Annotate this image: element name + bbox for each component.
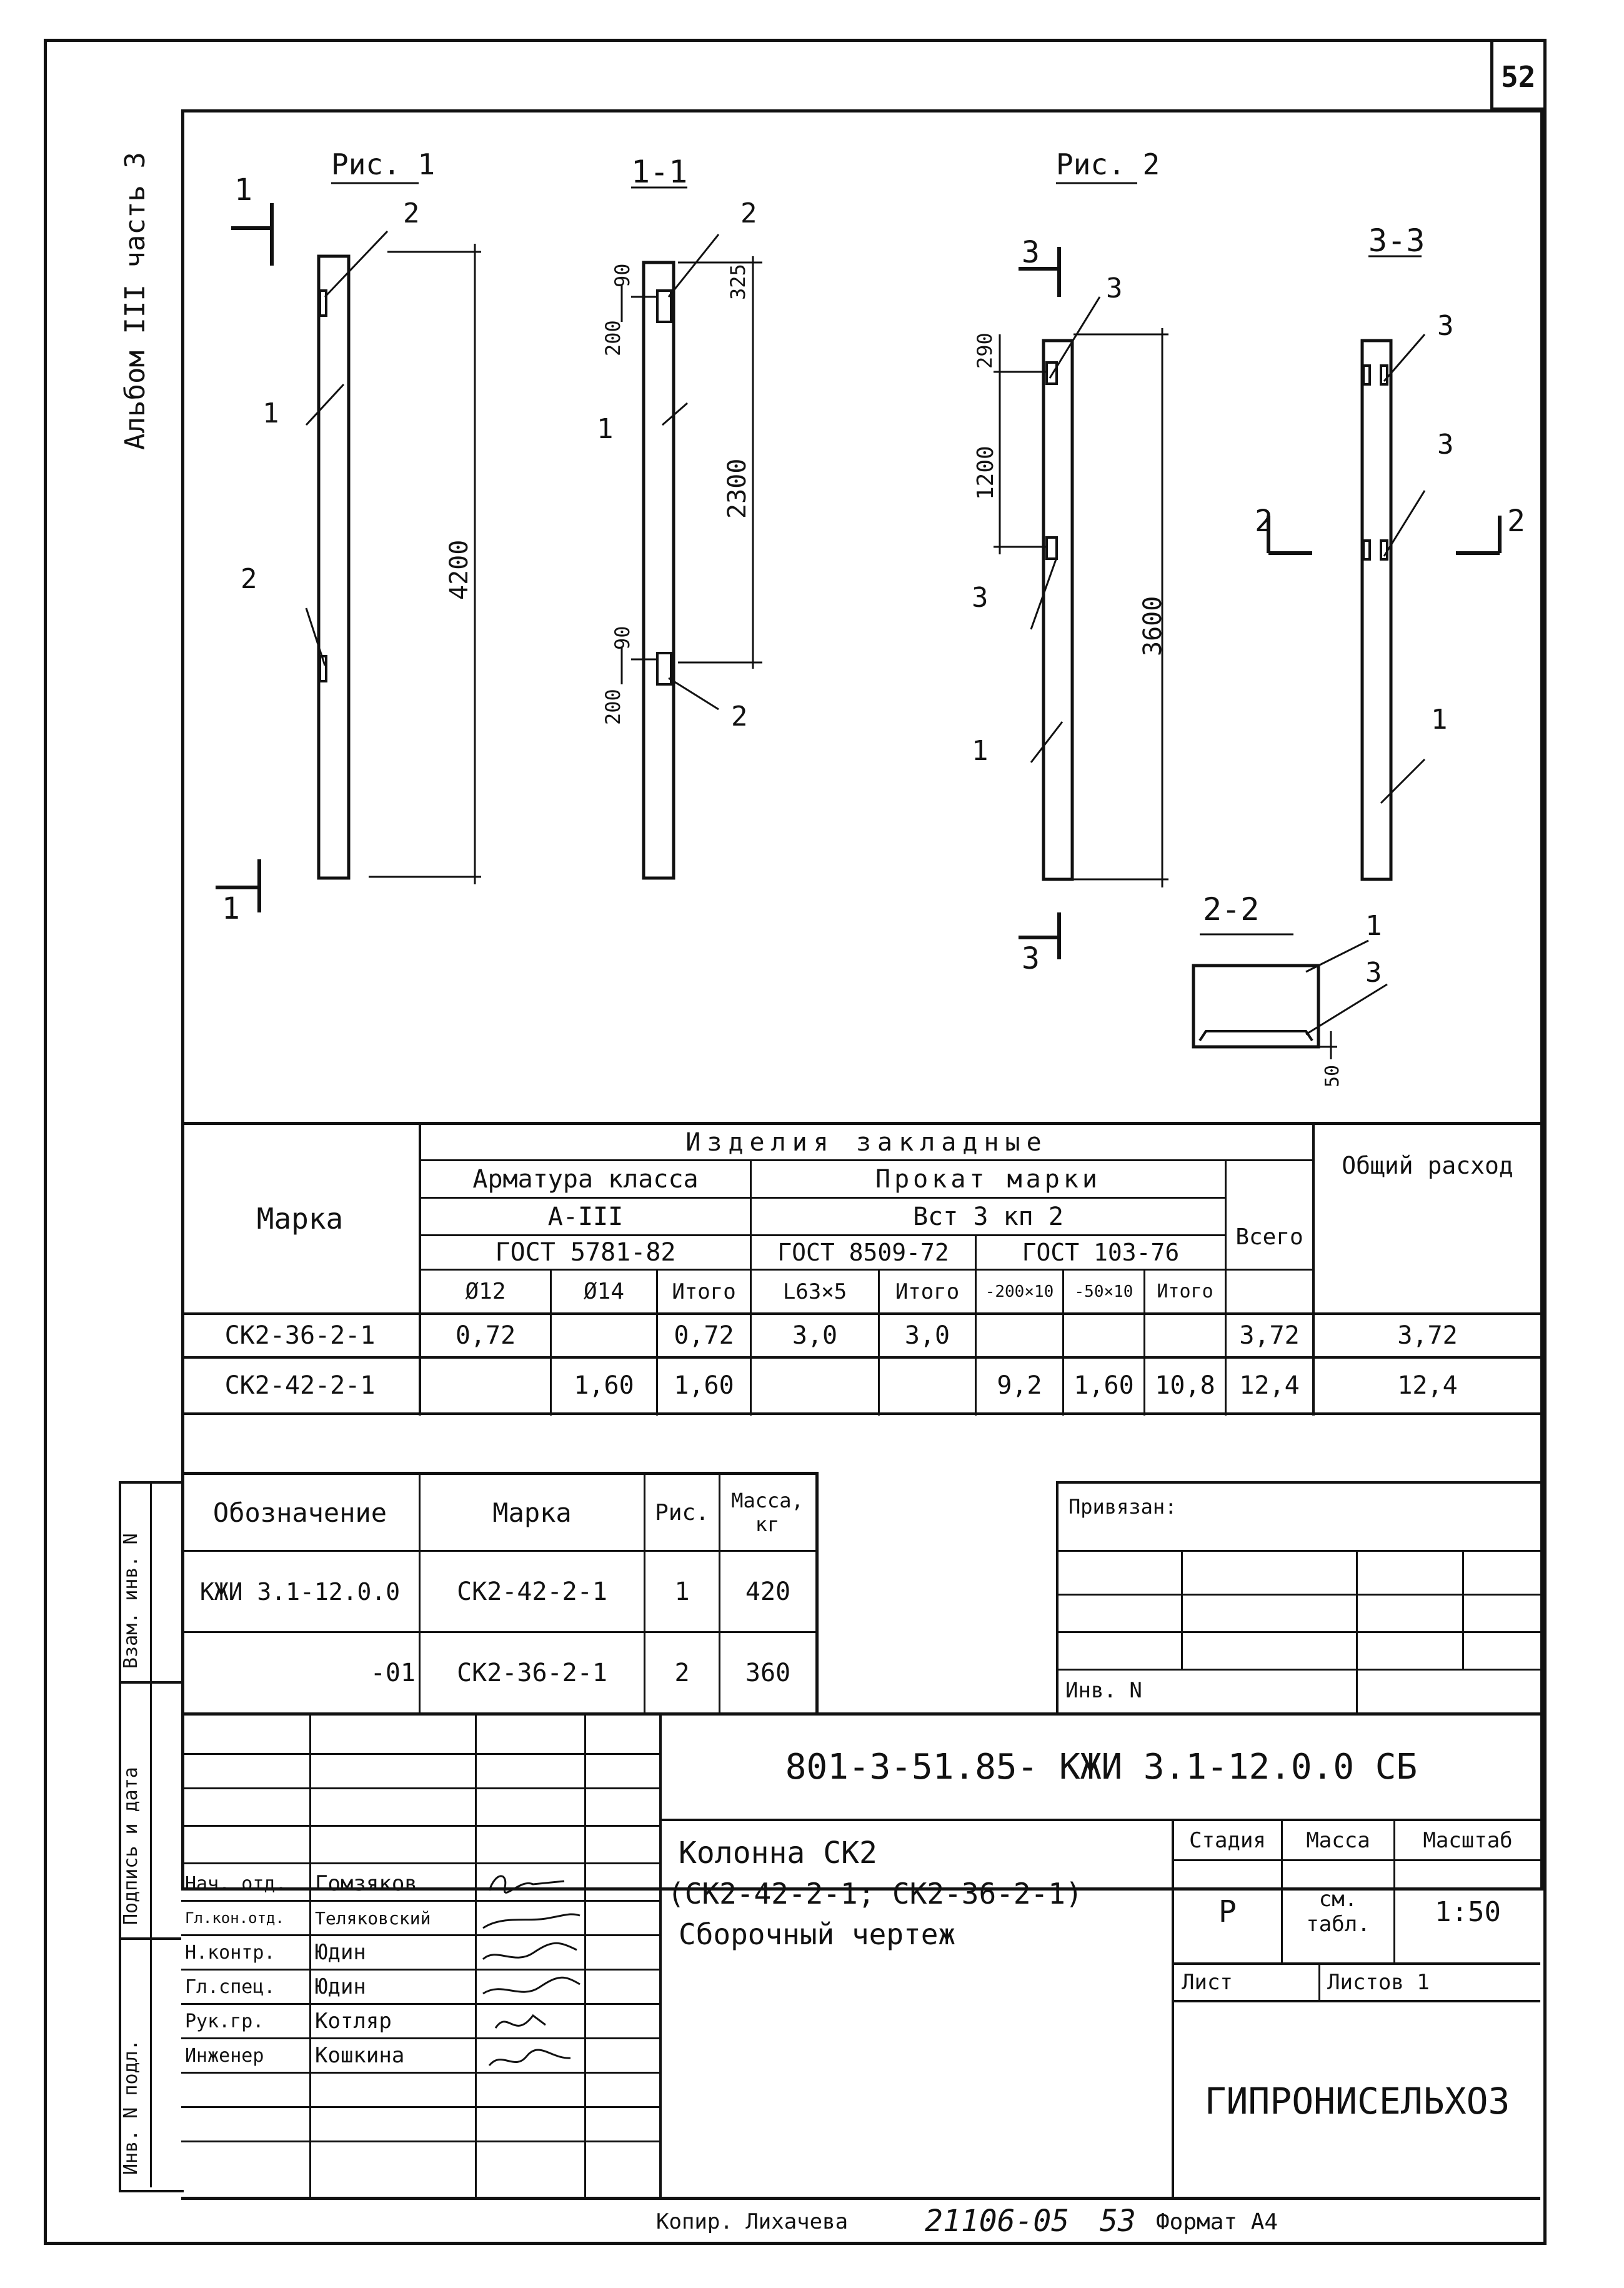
pos-label: 3 bbox=[1437, 429, 1454, 461]
dim-290: 290 bbox=[973, 332, 997, 369]
spec-total-header: Всего bbox=[1235, 1224, 1303, 1250]
pos-label: 3 bbox=[1365, 957, 1382, 989]
album-side-label: Альбом III часть 3 bbox=[119, 152, 151, 450]
spec-subheader: Итого bbox=[1157, 1281, 1213, 1302]
pos-label: 1 bbox=[597, 413, 614, 445]
organization-name: ГИПРОНИСЕЛЬХОЗ bbox=[1204, 2080, 1510, 2122]
designation-header: Рис. bbox=[655, 1499, 709, 1526]
inv-podl-label: Инв. N подл. bbox=[120, 2039, 142, 2175]
table-cell: 0,72 bbox=[674, 1321, 734, 1350]
spec-subheader: Итого bbox=[895, 1279, 960, 1304]
table-cell bbox=[1064, 1315, 1143, 1356]
role-name: Теляковский bbox=[315, 1907, 431, 1929]
role-label: Гл.кон.отд. bbox=[185, 1909, 284, 1927]
masshtab-label: Масштаб bbox=[1423, 1827, 1513, 1853]
table-cell: 0,72 bbox=[455, 1321, 516, 1350]
designation-massa: 420 bbox=[745, 1577, 791, 1606]
footer-format: Формат А4 bbox=[1156, 2209, 1278, 2235]
table-cell: 1,60 bbox=[1074, 1371, 1134, 1400]
section-2-2-title: 2-2 bbox=[1203, 891, 1260, 927]
item-name-line2: (СК2-42-2-1; СК2-36-2-1) bbox=[667, 1877, 1083, 1911]
table-cell: 9,2 bbox=[997, 1371, 1042, 1400]
spec-subheader: L63×5 bbox=[782, 1279, 847, 1304]
pos-label: 1 bbox=[972, 735, 989, 767]
spec-armatura-gost: ГОСТ 5781-82 bbox=[495, 1238, 676, 1267]
column-fig1 bbox=[319, 256, 349, 878]
designation-header: Марка bbox=[492, 1497, 572, 1528]
list-label: Лист bbox=[1182, 1970, 1233, 1995]
item-name-line1: Колонна СК2 bbox=[679, 1836, 877, 1871]
table-cell: 3,0 bbox=[792, 1321, 838, 1350]
cut-mark-3-bottom: 3 bbox=[1022, 941, 1040, 976]
fig2-title: Рис. 2 bbox=[1056, 147, 1160, 181]
cut-mark-3-top: 3 bbox=[1022, 235, 1040, 270]
table-cell bbox=[1145, 1315, 1225, 1356]
spec-embedded-header: Изделия закладные bbox=[685, 1127, 1048, 1157]
table-row-marka: СК2-36-2-1 bbox=[224, 1321, 376, 1350]
role-name: Котляр bbox=[315, 2009, 392, 2034]
role-label: Нач. отд. bbox=[185, 1872, 287, 1895]
section-2-2-outline bbox=[1193, 966, 1318, 1047]
designation-oboz: КЖИ 3.1-12.0.0 bbox=[199, 1577, 401, 1606]
table-cell bbox=[977, 1315, 1062, 1356]
table-cell: 1,60 bbox=[574, 1371, 634, 1400]
role-label: Инженер bbox=[185, 2044, 264, 2067]
designation-marka: СК2-36-2-1 bbox=[457, 1658, 607, 1687]
table-cell bbox=[880, 1359, 975, 1412]
spec-marka-header: Марка bbox=[256, 1202, 344, 1236]
dim-325: 325 bbox=[726, 264, 750, 300]
designation-header: Обозначение bbox=[212, 1497, 387, 1528]
table-cell bbox=[552, 1315, 656, 1356]
dim-3600: 3600 bbox=[1138, 596, 1167, 656]
spec-subheader: Ø12 bbox=[465, 1279, 506, 1304]
section-3-3-title: 3-3 bbox=[1368, 222, 1425, 259]
item-name-line3: Сборочный чертеж bbox=[679, 1917, 956, 1951]
spec-subheader: -50×10 bbox=[1074, 1282, 1133, 1301]
footer-copied: Копир. Лихачева bbox=[656, 2209, 849, 2234]
role-label: Н.контр. bbox=[185, 1941, 276, 1964]
dim-2300: 2300 bbox=[723, 458, 752, 519]
cut-mark-1-bottom: 1 bbox=[222, 891, 240, 926]
table-cell-total: 3,72 bbox=[1239, 1321, 1300, 1350]
pos-label: 2 bbox=[731, 701, 748, 732]
table-cell-overall: 3,72 bbox=[1397, 1321, 1458, 1350]
document-code: 801-3-51.85- КЖИ 3.1-12.0.0 СБ bbox=[785, 1747, 1418, 1787]
cut-mark-1-top: 1 bbox=[234, 172, 252, 207]
podpis-data-label: Подпись и дата bbox=[120, 1767, 142, 1925]
footer-number: 21106-05 bbox=[925, 2204, 1070, 2239]
designation-ris: 2 bbox=[674, 1658, 690, 1687]
assembly-drawing bbox=[181, 109, 1537, 1122]
spec-subheader: Итого bbox=[672, 1279, 736, 1304]
privyazan-label: Привязан: bbox=[1069, 1495, 1177, 1519]
designation-ris: 1 bbox=[674, 1577, 690, 1606]
table-cell bbox=[421, 1359, 550, 1412]
pos-label: 2 bbox=[403, 197, 420, 229]
pos-label: 3 bbox=[972, 582, 989, 614]
dim-50: 50 bbox=[1322, 1064, 1343, 1087]
cut-mark-2-left: 2 bbox=[1255, 504, 1273, 539]
pos-label: 1 bbox=[1365, 910, 1382, 942]
spec-subheader: Ø14 bbox=[583, 1279, 625, 1304]
table-cell: 1,60 bbox=[674, 1371, 734, 1400]
table-cell: 10,8 bbox=[1155, 1371, 1215, 1400]
role-name: Гомзяков bbox=[315, 1871, 417, 1896]
role-name: Юдин bbox=[315, 1974, 366, 1999]
signatures bbox=[477, 1866, 583, 2075]
pos-label: 1 bbox=[262, 397, 279, 429]
table-cell-total: 12,4 bbox=[1239, 1371, 1300, 1400]
listov-label: Листов 1 bbox=[1327, 1970, 1430, 1995]
designation-massa: 360 bbox=[745, 1658, 791, 1687]
role-label: Гл.спец. bbox=[185, 1976, 276, 1998]
spec-prokat-grade: Вст 3 кп 2 bbox=[913, 1202, 1064, 1231]
pos-label: 3 bbox=[1106, 272, 1123, 304]
spec-overall-header: Общий расход bbox=[1342, 1152, 1513, 1179]
stadia-value: Р bbox=[1218, 1894, 1237, 1929]
spec-prokat-gost1: ГОСТ 8509-72 bbox=[777, 1239, 949, 1266]
designation-header: Масса, кг bbox=[731, 1489, 804, 1536]
massa-label: Масса bbox=[1306, 1827, 1370, 1853]
vzam-inv-label: Взам. инв. N bbox=[120, 1533, 142, 1669]
massa-value: см. табл. bbox=[1306, 1887, 1370, 1937]
role-name: Кошкина bbox=[315, 2043, 405, 2068]
spec-armatura-class: А-III bbox=[547, 1202, 624, 1231]
masshtab-value: 1:50 bbox=[1435, 1896, 1501, 1928]
section-1-1-title: 1-1 bbox=[631, 154, 688, 190]
role-label: Рук.гр. bbox=[185, 2010, 264, 2032]
stadia-label: Стадия bbox=[1189, 1827, 1266, 1853]
spec-prokat-header: Прокат марки bbox=[875, 1164, 1101, 1194]
pos-label: 1 bbox=[1431, 704, 1448, 736]
table-row-marka: СК2-42-2-1 bbox=[224, 1371, 376, 1400]
sheet-number: 52 bbox=[1501, 60, 1536, 94]
pos-label: 3 bbox=[1437, 310, 1454, 342]
pos-label: 2 bbox=[241, 563, 257, 595]
spec-prokat-gost2: ГОСТ 103-76 bbox=[1022, 1239, 1180, 1266]
pos-label: 2 bbox=[740, 197, 757, 229]
column-section-1-1 bbox=[644, 262, 674, 878]
fig1-title: Рис. 1 bbox=[331, 147, 436, 181]
spec-armatura-header: Арматура класса bbox=[472, 1164, 699, 1194]
dim-200: 200 bbox=[601, 320, 625, 356]
table-cell bbox=[752, 1359, 878, 1412]
dim-1200: 1200 bbox=[973, 446, 999, 500]
footer-page: 53 bbox=[1100, 2204, 1136, 2239]
designation-marka: СК2-42-2-1 bbox=[457, 1577, 607, 1606]
designation-oboz: -01 bbox=[370, 1658, 416, 1687]
dim-4200: 4200 bbox=[445, 539, 474, 600]
spec-subheader: -200×10 bbox=[985, 1282, 1054, 1301]
column-fig2 bbox=[1044, 341, 1072, 879]
table-cell: 3,0 bbox=[904, 1321, 950, 1350]
cut-mark-2-right: 2 bbox=[1507, 504, 1525, 539]
dim-90: 90 bbox=[610, 626, 634, 650]
inv-number-label: Инв. N bbox=[1065, 1678, 1142, 1703]
role-name: Юдин bbox=[315, 1940, 366, 1965]
table-cell-overall: 12,4 bbox=[1397, 1371, 1458, 1400]
dim-90: 90 bbox=[610, 263, 634, 287]
dim-200: 200 bbox=[601, 689, 625, 725]
